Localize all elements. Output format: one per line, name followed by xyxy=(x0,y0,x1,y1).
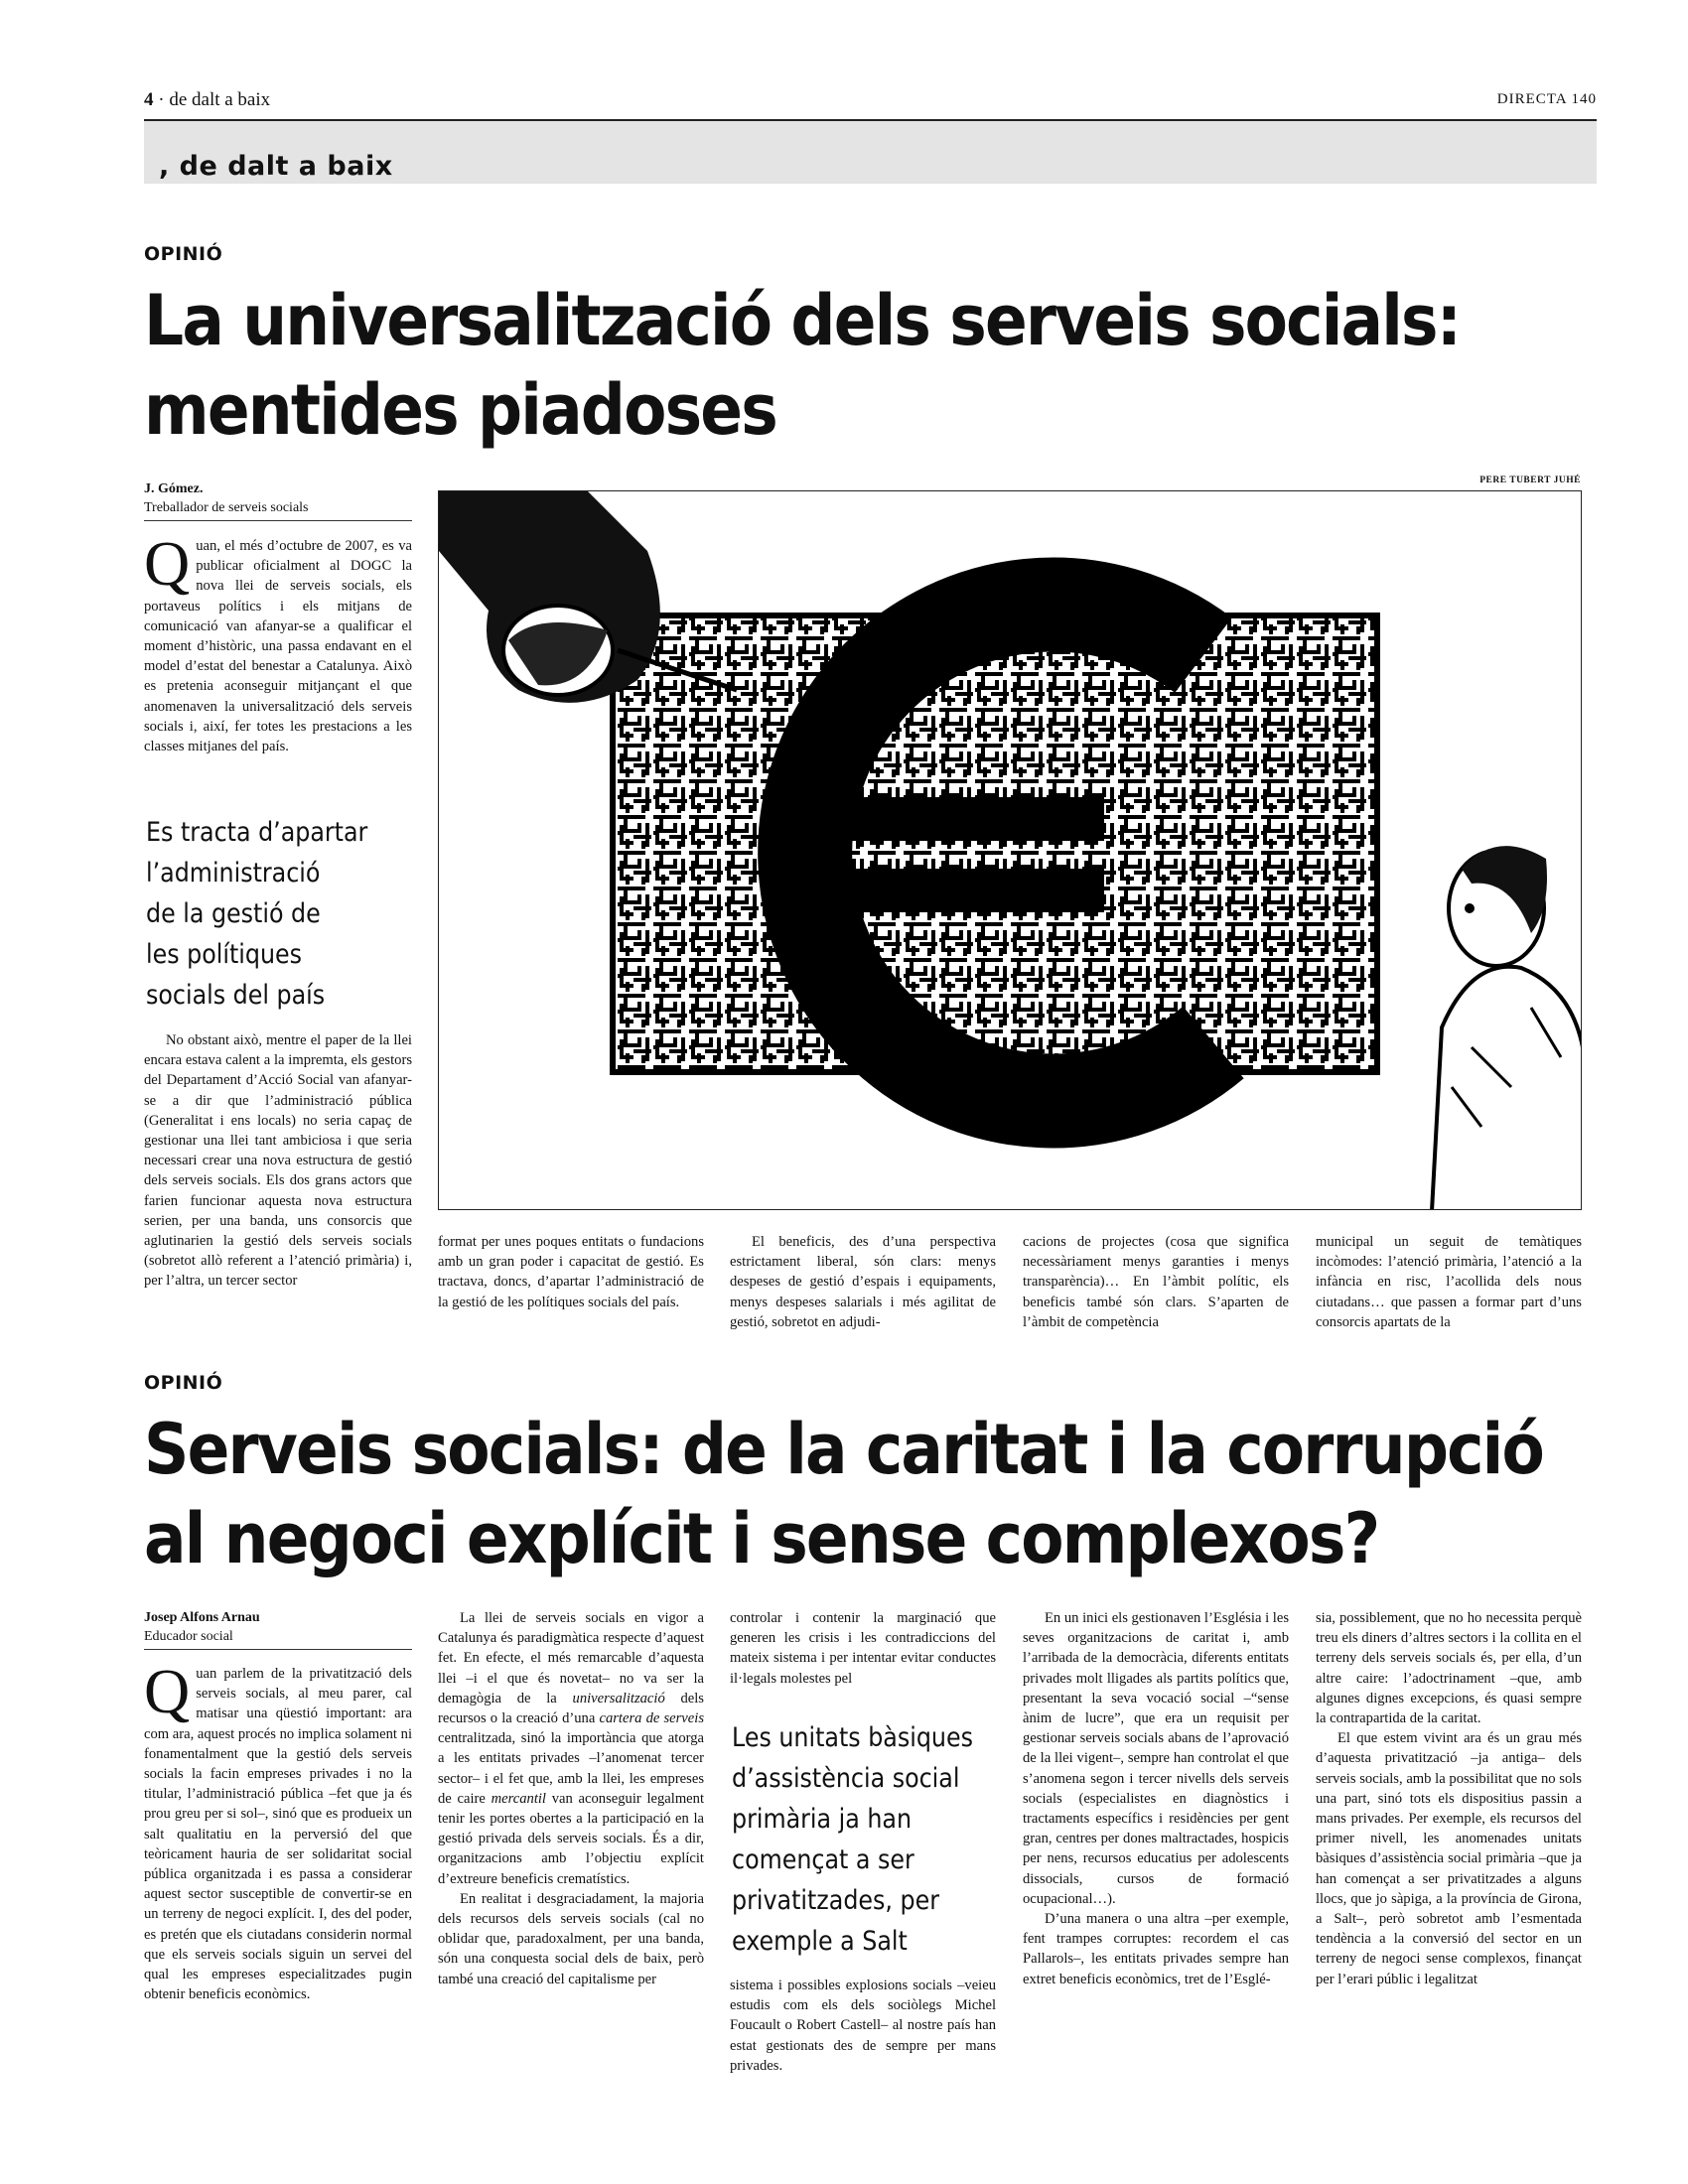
article2-headline xyxy=(144,1405,1543,1583)
article2-col2-emphasis-2: cartera de serveis xyxy=(599,1710,704,1727)
article2-byline xyxy=(144,1608,412,1646)
article2-col3-bottom-text: sistema i possibles explosions socials –veieu estudis com els dels sociòlegs Michel Foucault o Robert Castell– al nostre país han estat gestionats des de sempre per mans privades. xyxy=(730,1978,996,2074)
article1-col2-text: format per unes poques entitats o fundacions amb un gran poder i capacitat de gestió. Es tractava, doncs, d’apartar l’administració de la gestió de les polítiques socials del país. xyxy=(438,1234,704,1310)
article2-col1-text: uan parlem de la privatització dels serveis socials, al meu parer, cal matisar una qüestió important: ara com ara, aquest procés no implica solament ni fonamentalment que la gestió dels serveis socials la facin empreses privades i no la titular, l’administració pública –fet que ja és prou greu per si sol–, sinó que es produeix un salt qualitatiu en la perversió del que teòricament hauria de ser solidaritat social pública organitzada i es passa a considerar aquest sector susceptible de convertir-se en un terreny de negoci explícit. I, des del poder, es pretén que els ciutadans considerin normal que els serveis socials siguin un servei del qual les empreses especialitzades pugin obtenir beneficis econòmics. xyxy=(144,1666,412,2003)
article2-column-3-top xyxy=(730,1608,996,1689)
article1-headline-line2: mentides piadoses xyxy=(144,369,776,451)
pullquote-line: les polítiques xyxy=(146,939,303,970)
pullquote-line: socials del país xyxy=(146,980,326,1011)
article2-column-4 xyxy=(1023,1608,1289,1989)
article1-col3-text: El beneficis, des d’una perspectiva estrictament liberal, són clars: menys despeses de gestió d’espais i equipaments, menys despeses salarials i més agilitat de gestió, sobretot en adjudi- xyxy=(730,1234,996,1330)
article1-column-4 xyxy=(1023,1232,1289,1332)
illustration-credit: PERE TUBERT JUHÉ xyxy=(1479,476,1581,485)
article1-author: J. Gómez. xyxy=(144,481,204,496)
pullquote-line: primària ja han xyxy=(732,1804,913,1835)
article2-dropcap: Q xyxy=(144,1656,191,1726)
pullquote-line: privatitzades, per xyxy=(732,1885,939,1916)
article1-col5-text: municipal un seguit de temàtiques incòmodes: l’atenció primària, l’atenció a la infància en risc, l’acollida dels nous ciutadans… que passen a formar part d’uns consorcis apartats de la xyxy=(1316,1234,1582,1330)
article1-column-1-top xyxy=(144,528,412,756)
section-band xyxy=(144,121,1597,184)
article1-byline-rule xyxy=(144,520,412,521)
article1-paragraph-2: No obstant això, mentre el paper de la llei encara estava calent a la impremta, els gestors del Departament d’Acció Social van afanyar-se a dir que l’administració pública (Generalitat i ens locals) no seria capaç de gestionar una llei tant ambiciosa i que seria necessari crear una nova estructura de gestió dels serveis socials. Els dos grans actors que farien funcionar aquesta nova estructura serien, per una banda, uns consorcis que aglutinarien la gestió dels serveis socials (sobretot allò referent a l’atenció primària) i, per l’altra, un tercer sector xyxy=(144,1032,412,1290)
article2-kicker: OPINIÓ xyxy=(144,1372,223,1394)
article2-col2-emphasis-1: universalització xyxy=(572,1690,665,1706)
article2-col3-top-text: controlar i contenir la marginació que generen les crisis i les contradiccions del mateix sistema i per intentar evitar conductes il·legals molestes pel xyxy=(730,1610,996,1687)
article2-headline-line2: al negoci explícit i sense complexos? xyxy=(144,1498,1379,1579)
pullquote-line: Es tracta d’apartar xyxy=(146,817,368,848)
folio-section: de dalt a baix xyxy=(169,89,271,110)
article2-col2-emphasis-3: mercantil xyxy=(491,1790,546,1807)
article2-col2-text-b: dels recursos o la creació d’una xyxy=(438,1690,704,1727)
article1-column-5 xyxy=(1316,1232,1582,1332)
article2-col2-paragraph-1 xyxy=(438,1608,704,1889)
maze-artwork xyxy=(439,491,1582,1210)
article1-intro-text: uan, el més d’octubre de 2007, es va publicar oficialment al DOGC la nova llei de serveis socials, els portaveus polítics i els mitjans de comunicació van afanyar-se a qualificar el moment d’històric, una passa endavant en el model d’estat del benestar a Catalunya. Això es pretenia aconseguir mitjançant el que anomenaven la universalització dels serveis socials i, així, fer totes les prestacions a les classes mitjanes del país. xyxy=(144,538,412,755)
article1-column-3 xyxy=(730,1232,996,1332)
article2-col2-text-d: van aconseguir legalment tenir les portes obertes a la participació en la gestió privada dels serveis socials. És a dir, organitzacions amb l’objectiu explícit d’extreure beneficis crematístics. xyxy=(438,1790,704,1887)
article2-col4-paragraph-1: En un inici els gestionaven l’Església i les seves organitzacions de caritat i, amb l’arribada de la democràcia, diferents entitats privades molt lligades als partits polítics que, presentant la seva vocació social –“sense ànim de lucre”, que era un requisit per gestionar serveis socials abans de l’aprovació de la llei vigent–, sempre han controlat el que s’anomena segon i tercer nivells dels serveis socials (especialistes en diagnòstics i tractaments específics i residències per gent gran, centres per dones maltractades, hospicis per nens, recursos educatius per adolescents dissocials, cursos de formació ocupacional…). xyxy=(1023,1610,1290,1907)
article1-column-2 xyxy=(438,1232,704,1312)
article1-column-1-bottom xyxy=(144,1030,412,1292)
article1-col4-text: cacions de projectes (cosa que significa necessàriament menys garanties i menys transparència)… En l’àmbit polític, els beneficis també són clars. S’aparten de l’àmbit de competència xyxy=(1023,1234,1289,1330)
article2-column-3-bottom xyxy=(730,1976,996,2076)
article2-col5-paragraph-1: sia, possiblement, que no ho necessita perquè treu els diners d’altres sectors i la collita en el terreny dels serveis socials és, per ella, d’un altre caire: l’adoctrinament –que, amb algunes dignes excepcions, és quasi sempre la contrapartida de la caritat. xyxy=(1316,1610,1582,1727)
euro-maze-illustration xyxy=(438,490,1582,1210)
issue-label: DIRECTA 140 xyxy=(1496,91,1597,107)
pullquote-line: Les unitats bàsiques xyxy=(732,1722,973,1753)
article2-author-role: Educador social xyxy=(144,1629,233,1644)
article1-intro-paragraph xyxy=(144,528,412,756)
maze-block xyxy=(613,615,1377,1072)
article2-pullquote xyxy=(732,1717,973,1962)
pullquote-line: d’assistència social xyxy=(732,1763,960,1794)
article2-byline-rule xyxy=(144,1649,412,1650)
page-number: 4 xyxy=(144,89,154,110)
pullquote-line: començat a ser xyxy=(732,1844,914,1875)
pullquote-line: exemple a Salt xyxy=(732,1926,908,1957)
article2-column-5 xyxy=(1316,1608,1582,1989)
article2-col2-text-a: La llei de serveis socials en vigor a Catalunya és paradigmàtica respecte d’aquest fet. En efecte, el més remarcable d’aquesta llei –i el que és novetat– no va ser la demagògia de la xyxy=(438,1610,704,1706)
article2-col1-paragraph xyxy=(144,1656,412,2004)
article1-pullquote xyxy=(146,812,367,1016)
article2-col2-paragraph-2: En realitat i desgraciadament, la majoria dels recursos dels serveis socials (cal no oblidar que, paradoxalment, per una banda, són una conquesta social dels de baix, però també una creació del capitalisme per xyxy=(438,1890,704,1987)
article1-headline xyxy=(144,276,1460,455)
article2-column-2 xyxy=(438,1608,704,1989)
pullquote-line: de la gestió de xyxy=(146,898,321,929)
article2-headline-line1: Serveis socials: de la caritat i la corrupció xyxy=(144,1409,1543,1490)
article1-author-role: Treballador de serveis socials xyxy=(144,500,309,515)
article2-col2-text-c: centralitzada, sinó la importància que atorga a les entitats privades –l’anomenat tercer sector– i el fet que, amb la llei, les empreses de caire xyxy=(438,1730,704,1807)
page-folio xyxy=(144,89,270,111)
article1-dropcap: Q xyxy=(144,528,191,599)
article2-col5-paragraph-2: El que estem vivint ara és un grau més d’aquesta privatització –ja antiga– dels serveis socials, amb la possibilitat que no sols una part, sinó tots els dispositius passin a mans privades. Per exemple, els recursos del primer nivell, les anomenades unitats bàsiques d’assistència social primària –que ja han començat a ser privatitzades a alguns llocs, que jo sàpiga, a la província de Girona, a Salt–, però sobretot amb l’esmentada tendència a la conversió del sector en un terreny de negoci sense complexos, finançat per l’erari públic i legalitzat xyxy=(1316,1730,1582,1987)
folio-dot: · xyxy=(158,89,165,110)
article1-byline xyxy=(144,479,412,517)
section-band-label: , de dalt a baix xyxy=(159,151,393,182)
child-figure xyxy=(1432,846,1582,1210)
article1-headline-line1: La universalització dels serveis socials: xyxy=(144,280,1461,361)
article2-col4-paragraph-2: D’una manera o una altra –per exemple, fent trampes corruptes: recordem el cas Pallarols–, les entitats privades sempre han extret beneficis econòmics, tret de l’Esglé- xyxy=(1023,1911,1289,1987)
article2-author: Josep Alfons Arnau xyxy=(144,1610,260,1625)
article2-column-1 xyxy=(144,1656,412,2004)
article1-kicker: OPINIÓ xyxy=(144,243,223,265)
pullquote-line: l’administració xyxy=(146,858,321,888)
